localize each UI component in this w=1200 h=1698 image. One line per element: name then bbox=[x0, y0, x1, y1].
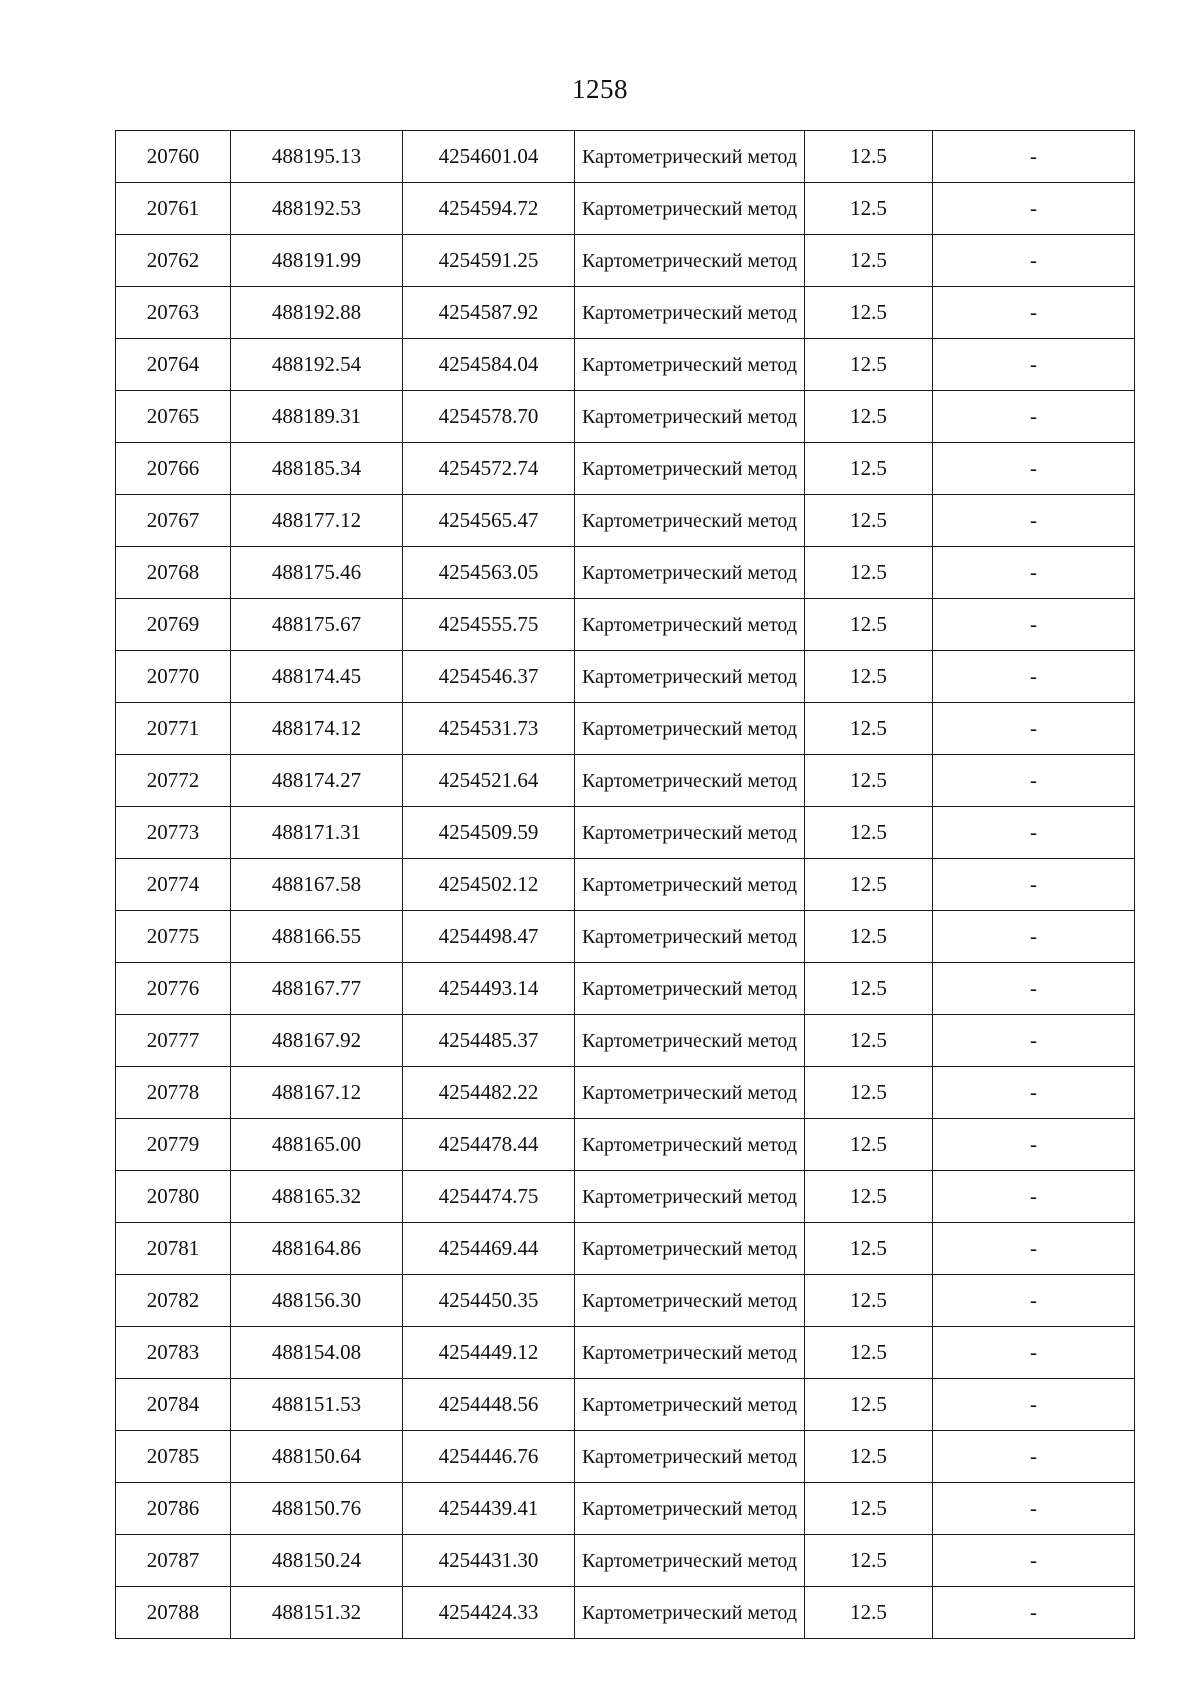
method-cell: Картометрический метод bbox=[575, 1067, 805, 1119]
point-number-cell: 20777 bbox=[116, 1015, 231, 1067]
y-coordinate-cell: 4254474.75 bbox=[403, 1171, 575, 1223]
accuracy-cell: 12.5 bbox=[805, 339, 933, 391]
point-number-cell: 20782 bbox=[116, 1275, 231, 1327]
x-coordinate-cell: 488150.64 bbox=[231, 1431, 403, 1483]
x-coordinate-cell: 488156.30 bbox=[231, 1275, 403, 1327]
description-cell: - bbox=[933, 391, 1135, 443]
description-cell: - bbox=[933, 1015, 1135, 1067]
point-number-cell: 20771 bbox=[116, 703, 231, 755]
table-row bbox=[116, 1119, 1135, 1171]
point-number-cell: 20776 bbox=[116, 963, 231, 1015]
point-number-cell: 20780 bbox=[116, 1171, 231, 1223]
description-cell: - bbox=[933, 651, 1135, 703]
table-row bbox=[116, 131, 1135, 183]
table-row bbox=[116, 1483, 1135, 1535]
point-number-cell: 20779 bbox=[116, 1119, 231, 1171]
table-row bbox=[116, 859, 1135, 911]
point-number-cell: 20774 bbox=[116, 859, 231, 911]
method-cell: Картометрический метод bbox=[575, 1119, 805, 1171]
description-cell: - bbox=[933, 1431, 1135, 1483]
x-coordinate-cell: 488174.27 bbox=[231, 755, 403, 807]
y-coordinate-cell: 4254502.12 bbox=[403, 859, 575, 911]
point-number-cell: 20763 bbox=[116, 287, 231, 339]
table-row bbox=[116, 183, 1135, 235]
accuracy-cell: 12.5 bbox=[805, 1327, 933, 1379]
accuracy-cell: 12.5 bbox=[805, 131, 933, 183]
x-coordinate-cell: 488192.54 bbox=[231, 339, 403, 391]
table-row bbox=[116, 703, 1135, 755]
description-cell: - bbox=[933, 599, 1135, 651]
description-cell: - bbox=[933, 859, 1135, 911]
method-cell: Картометрический метод bbox=[575, 911, 805, 963]
method-cell: Картометрический метод bbox=[575, 1171, 805, 1223]
x-coordinate-cell: 488192.53 bbox=[231, 183, 403, 235]
method-cell: Картометрический метод bbox=[575, 859, 805, 911]
x-coordinate-cell: 488175.46 bbox=[231, 547, 403, 599]
table-row bbox=[116, 963, 1135, 1015]
y-coordinate-cell: 4254578.70 bbox=[403, 391, 575, 443]
point-number-cell: 20772 bbox=[116, 755, 231, 807]
method-cell: Картометрический метод bbox=[575, 339, 805, 391]
description-cell: - bbox=[933, 1379, 1135, 1431]
accuracy-cell: 12.5 bbox=[805, 1275, 933, 1327]
table-row bbox=[116, 391, 1135, 443]
table-row bbox=[116, 1431, 1135, 1483]
x-coordinate-cell: 488174.12 bbox=[231, 703, 403, 755]
y-coordinate-cell: 4254531.73 bbox=[403, 703, 575, 755]
method-cell: Картометрический метод bbox=[575, 1535, 805, 1587]
description-cell: - bbox=[933, 495, 1135, 547]
accuracy-cell: 12.5 bbox=[805, 963, 933, 1015]
table-row bbox=[116, 443, 1135, 495]
point-number-cell: 20760 bbox=[116, 131, 231, 183]
table-row bbox=[116, 339, 1135, 391]
description-cell: - bbox=[933, 131, 1135, 183]
x-coordinate-cell: 488185.34 bbox=[231, 443, 403, 495]
x-coordinate-cell: 488167.77 bbox=[231, 963, 403, 1015]
table-row bbox=[116, 1327, 1135, 1379]
method-cell: Картометрический метод bbox=[575, 963, 805, 1015]
y-coordinate-cell: 4254469.44 bbox=[403, 1223, 575, 1275]
method-cell: Картометрический метод bbox=[575, 235, 805, 287]
accuracy-cell: 12.5 bbox=[805, 911, 933, 963]
point-number-cell: 20778 bbox=[116, 1067, 231, 1119]
accuracy-cell: 12.5 bbox=[805, 599, 933, 651]
accuracy-cell: 12.5 bbox=[805, 183, 933, 235]
y-coordinate-cell: 4254594.72 bbox=[403, 183, 575, 235]
description-cell: - bbox=[933, 287, 1135, 339]
method-cell: Картометрический метод bbox=[575, 1483, 805, 1535]
method-cell: Картометрический метод bbox=[575, 755, 805, 807]
method-cell: Картометрический метод bbox=[575, 1275, 805, 1327]
point-number-cell: 20762 bbox=[116, 235, 231, 287]
accuracy-cell: 12.5 bbox=[805, 1483, 933, 1535]
description-cell: - bbox=[933, 1483, 1135, 1535]
accuracy-cell: 12.5 bbox=[805, 1223, 933, 1275]
description-cell: - bbox=[933, 443, 1135, 495]
x-coordinate-cell: 488177.12 bbox=[231, 495, 403, 547]
y-coordinate-cell: 4254424.33 bbox=[403, 1587, 575, 1639]
description-cell: - bbox=[933, 1587, 1135, 1639]
description-cell: - bbox=[933, 807, 1135, 859]
table-row bbox=[116, 1379, 1135, 1431]
x-coordinate-cell: 488175.67 bbox=[231, 599, 403, 651]
x-coordinate-cell: 488151.32 bbox=[231, 1587, 403, 1639]
x-coordinate-cell: 488166.55 bbox=[231, 911, 403, 963]
accuracy-cell: 12.5 bbox=[805, 1171, 933, 1223]
x-coordinate-cell: 488150.24 bbox=[231, 1535, 403, 1587]
y-coordinate-cell: 4254546.37 bbox=[403, 651, 575, 703]
method-cell: Картометрический метод bbox=[575, 287, 805, 339]
table-row bbox=[116, 1587, 1135, 1639]
table-row bbox=[116, 1067, 1135, 1119]
table-row bbox=[116, 1535, 1135, 1587]
accuracy-cell: 12.5 bbox=[805, 755, 933, 807]
x-coordinate-cell: 488189.31 bbox=[231, 391, 403, 443]
table-row bbox=[116, 287, 1135, 339]
table-row bbox=[116, 235, 1135, 287]
point-number-cell: 20766 bbox=[116, 443, 231, 495]
page-number: 1258 bbox=[572, 74, 628, 104]
y-coordinate-cell: 4254449.12 bbox=[403, 1327, 575, 1379]
x-coordinate-cell: 488167.92 bbox=[231, 1015, 403, 1067]
y-coordinate-cell: 4254555.75 bbox=[403, 599, 575, 651]
y-coordinate-cell: 4254498.47 bbox=[403, 911, 575, 963]
point-number-cell: 20764 bbox=[116, 339, 231, 391]
method-cell: Картометрический метод bbox=[575, 443, 805, 495]
description-cell: - bbox=[933, 547, 1135, 599]
method-cell: Картометрический метод bbox=[575, 1015, 805, 1067]
y-coordinate-cell: 4254431.30 bbox=[403, 1535, 575, 1587]
y-coordinate-cell: 4254450.35 bbox=[403, 1275, 575, 1327]
description-cell: - bbox=[933, 911, 1135, 963]
x-coordinate-cell: 488192.88 bbox=[231, 287, 403, 339]
y-coordinate-cell: 4254584.04 bbox=[403, 339, 575, 391]
coordinates-table-body bbox=[116, 131, 1135, 1639]
method-cell: Картометрический метод bbox=[575, 1431, 805, 1483]
x-coordinate-cell: 488167.58 bbox=[231, 859, 403, 911]
table-row bbox=[116, 1275, 1135, 1327]
point-number-cell: 20784 bbox=[116, 1379, 231, 1431]
x-coordinate-cell: 488165.32 bbox=[231, 1171, 403, 1223]
description-cell: - bbox=[933, 1327, 1135, 1379]
method-cell: Картометрический метод bbox=[575, 391, 805, 443]
y-coordinate-cell: 4254521.64 bbox=[403, 755, 575, 807]
method-cell: Картометрический метод bbox=[575, 183, 805, 235]
accuracy-cell: 12.5 bbox=[805, 547, 933, 599]
method-cell: Картометрический метод bbox=[575, 131, 805, 183]
method-cell: Картометрический метод bbox=[575, 599, 805, 651]
y-coordinate-cell: 4254587.92 bbox=[403, 287, 575, 339]
x-coordinate-cell: 488164.86 bbox=[231, 1223, 403, 1275]
y-coordinate-cell: 4254446.76 bbox=[403, 1431, 575, 1483]
y-coordinate-cell: 4254591.25 bbox=[403, 235, 575, 287]
table-row bbox=[116, 911, 1135, 963]
description-cell: - bbox=[933, 183, 1135, 235]
point-number-cell: 20765 bbox=[116, 391, 231, 443]
x-coordinate-cell: 488154.08 bbox=[231, 1327, 403, 1379]
method-cell: Картометрический метод bbox=[575, 495, 805, 547]
accuracy-cell: 12.5 bbox=[805, 235, 933, 287]
y-coordinate-cell: 4254509.59 bbox=[403, 807, 575, 859]
coordinates-table bbox=[115, 130, 1135, 1639]
accuracy-cell: 12.5 bbox=[805, 703, 933, 755]
point-number-cell: 20767 bbox=[116, 495, 231, 547]
point-number-cell: 20761 bbox=[116, 183, 231, 235]
point-number-cell: 20786 bbox=[116, 1483, 231, 1535]
description-cell: - bbox=[933, 963, 1135, 1015]
y-coordinate-cell: 4254601.04 bbox=[403, 131, 575, 183]
accuracy-cell: 12.5 bbox=[805, 1535, 933, 1587]
point-number-cell: 20769 bbox=[116, 599, 231, 651]
accuracy-cell: 12.5 bbox=[805, 1587, 933, 1639]
y-coordinate-cell: 4254478.44 bbox=[403, 1119, 575, 1171]
accuracy-cell: 12.5 bbox=[805, 1379, 933, 1431]
point-number-cell: 20775 bbox=[116, 911, 231, 963]
table-row bbox=[116, 651, 1135, 703]
accuracy-cell: 12.5 bbox=[805, 1015, 933, 1067]
accuracy-cell: 12.5 bbox=[805, 495, 933, 547]
description-cell: - bbox=[933, 1535, 1135, 1587]
x-coordinate-cell: 488171.31 bbox=[231, 807, 403, 859]
y-coordinate-cell: 4254482.22 bbox=[403, 1067, 575, 1119]
table-row bbox=[116, 547, 1135, 599]
y-coordinate-cell: 4254439.41 bbox=[403, 1483, 575, 1535]
point-number-cell: 20783 bbox=[116, 1327, 231, 1379]
accuracy-cell: 12.5 bbox=[805, 287, 933, 339]
table-row bbox=[116, 755, 1135, 807]
method-cell: Картометрический метод bbox=[575, 1327, 805, 1379]
table-row bbox=[116, 807, 1135, 859]
accuracy-cell: 12.5 bbox=[805, 1119, 933, 1171]
table-row bbox=[116, 599, 1135, 651]
method-cell: Картометрический метод bbox=[575, 1223, 805, 1275]
description-cell: - bbox=[933, 755, 1135, 807]
point-number-cell: 20781 bbox=[116, 1223, 231, 1275]
description-cell: - bbox=[933, 339, 1135, 391]
accuracy-cell: 12.5 bbox=[805, 1067, 933, 1119]
description-cell: - bbox=[933, 1223, 1135, 1275]
y-coordinate-cell: 4254448.56 bbox=[403, 1379, 575, 1431]
point-number-cell: 20773 bbox=[116, 807, 231, 859]
point-number-cell: 20785 bbox=[116, 1431, 231, 1483]
description-cell: - bbox=[933, 1171, 1135, 1223]
description-cell: - bbox=[933, 1119, 1135, 1171]
point-number-cell: 20788 bbox=[116, 1587, 231, 1639]
y-coordinate-cell: 4254572.74 bbox=[403, 443, 575, 495]
accuracy-cell: 12.5 bbox=[805, 391, 933, 443]
x-coordinate-cell: 488150.76 bbox=[231, 1483, 403, 1535]
method-cell: Картометрический метод bbox=[575, 1587, 805, 1639]
y-coordinate-cell: 4254565.47 bbox=[403, 495, 575, 547]
accuracy-cell: 12.5 bbox=[805, 859, 933, 911]
table-row bbox=[116, 495, 1135, 547]
description-cell: - bbox=[933, 703, 1135, 755]
table-row bbox=[116, 1015, 1135, 1067]
point-number-cell: 20770 bbox=[116, 651, 231, 703]
method-cell: Картометрический метод bbox=[575, 547, 805, 599]
method-cell: Картометрический метод bbox=[575, 703, 805, 755]
x-coordinate-cell: 488191.99 bbox=[231, 235, 403, 287]
x-coordinate-cell: 488151.53 bbox=[231, 1379, 403, 1431]
description-cell: - bbox=[933, 1067, 1135, 1119]
x-coordinate-cell: 488165.00 bbox=[231, 1119, 403, 1171]
method-cell: Картометрический метод bbox=[575, 651, 805, 703]
table-row bbox=[116, 1223, 1135, 1275]
description-cell: - bbox=[933, 235, 1135, 287]
x-coordinate-cell: 488167.12 bbox=[231, 1067, 403, 1119]
x-coordinate-cell: 488195.13 bbox=[231, 131, 403, 183]
description-cell: - bbox=[933, 1275, 1135, 1327]
method-cell: Картометрический метод bbox=[575, 1379, 805, 1431]
y-coordinate-cell: 4254563.05 bbox=[403, 547, 575, 599]
method-cell: Картометрический метод bbox=[575, 807, 805, 859]
point-number-cell: 20768 bbox=[116, 547, 231, 599]
accuracy-cell: 12.5 bbox=[805, 651, 933, 703]
accuracy-cell: 12.5 bbox=[805, 1431, 933, 1483]
point-number-cell: 20787 bbox=[116, 1535, 231, 1587]
y-coordinate-cell: 4254485.37 bbox=[403, 1015, 575, 1067]
x-coordinate-cell: 488174.45 bbox=[231, 651, 403, 703]
accuracy-cell: 12.5 bbox=[805, 807, 933, 859]
table-row bbox=[116, 1171, 1135, 1223]
y-coordinate-cell: 4254493.14 bbox=[403, 963, 575, 1015]
accuracy-cell: 12.5 bbox=[805, 443, 933, 495]
